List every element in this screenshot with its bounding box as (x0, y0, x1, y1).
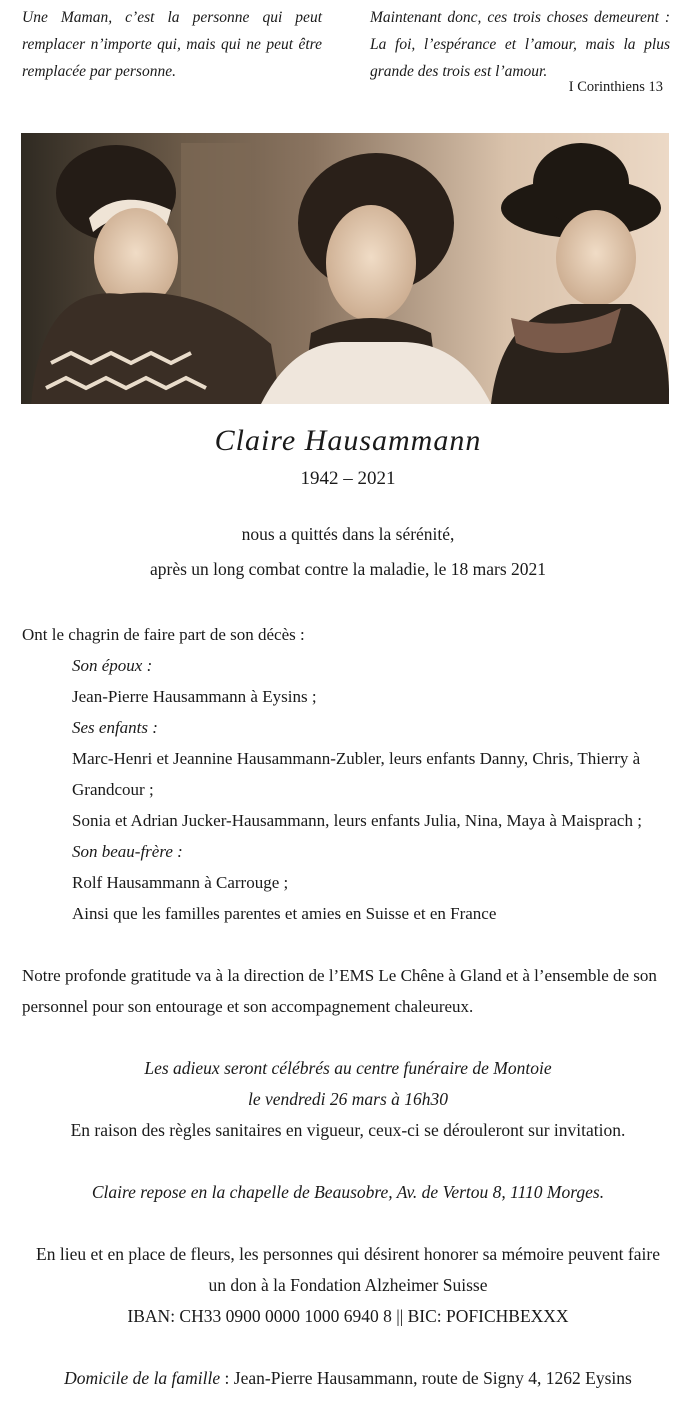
quote-right: Maintenant donc, ces trois choses demeurent : La foi, l’espérance et l’amour, mais la plus grande des trois est l’amour. (370, 9, 670, 80)
life-years: 1942 – 2021 (300, 468, 396, 489)
donation-bank-details: IBAN: CH33 0900 0000 1000 6940 8 || BIC: POFICHBEXXX (127, 1306, 569, 1326)
domicile-value: : Jean-Pierre Hausammann, route de Signy 4, 1262 Eysins (220, 1368, 632, 1388)
brother-in-law: Rolf Hausammann à Carrouge ; (72, 873, 289, 892)
portrait-photo-montage (21, 133, 669, 404)
family-lead: Ont le chagrin de faire part de son décès : (22, 625, 305, 644)
spouse-label: Son époux : (72, 656, 153, 675)
brother-in-law-label: Son beau-frère : (72, 842, 183, 861)
gratitude-line-1: Notre profonde gratitude va à la direction de l’EMS Le Chêne à Gland et à l’ensemble de son (22, 966, 657, 985)
child-1-line-1: Marc-Henri et Jeannine Hausammann-Zubler, leurs enfants Danny, Chris, Thierry à (72, 749, 641, 768)
spouse: Jean-Pierre Hausammann à Eysins ; (72, 687, 317, 706)
ceremony-line-1: Les adieux seront célébrés au centre funéraire de Montoie (144, 1058, 552, 1078)
domicile-label: Domicile de la famille (64, 1368, 221, 1388)
ceremony-line-2: le vendredi 26 mars à 16h30 (247, 1089, 449, 1109)
child-1-line-2: Grandcour ; (72, 780, 154, 799)
quote-reference: I Corinthiens 13 (568, 79, 663, 95)
donation-line-2: un don à la Fondation Alzheimer Suisse (208, 1275, 488, 1295)
intro-line-1: nous a quittés dans la sérénité, (241, 524, 455, 544)
quote-left: Une Maman, c’est la personne qui peut remplacer n’importe qui, mais qui ne peut être remplacée par personne. (22, 9, 322, 80)
gratitude-line-2: personnel pour son entourage et son accompagnement chaleureux. (22, 997, 474, 1016)
ceremony-line-3: En raison des règles sanitaires en vigueur, ceux-ci se dérouleront sur invitation. (70, 1120, 626, 1140)
resting-place: Claire repose en la chapelle de Beausobre, Av. de Vertou 8, 1110 Morges. (91, 1182, 605, 1202)
deceased-name: Claire Hausammann (214, 424, 482, 457)
other-families: Ainsi que les familles parentes et amies en Suisse et en France (72, 904, 497, 923)
child-2: Sonia et Adrian Jucker-Hausammann, leurs enfants Julia, Nina, Maya à Maisprach ; (72, 811, 642, 830)
family-list (22, 619, 670, 929)
family-domicile (0, 1368, 696, 1389)
gratitude-paragraph (22, 960, 672, 1022)
children-label: Ses enfants : (72, 718, 158, 737)
donation-line-1: En lieu et en place de fleurs, les personnes qui désirent honorer sa mémoire peuvent faire (36, 1244, 660, 1264)
intro-line-2: après un long combat contre la maladie, le 18 mars 2021 (149, 559, 547, 579)
